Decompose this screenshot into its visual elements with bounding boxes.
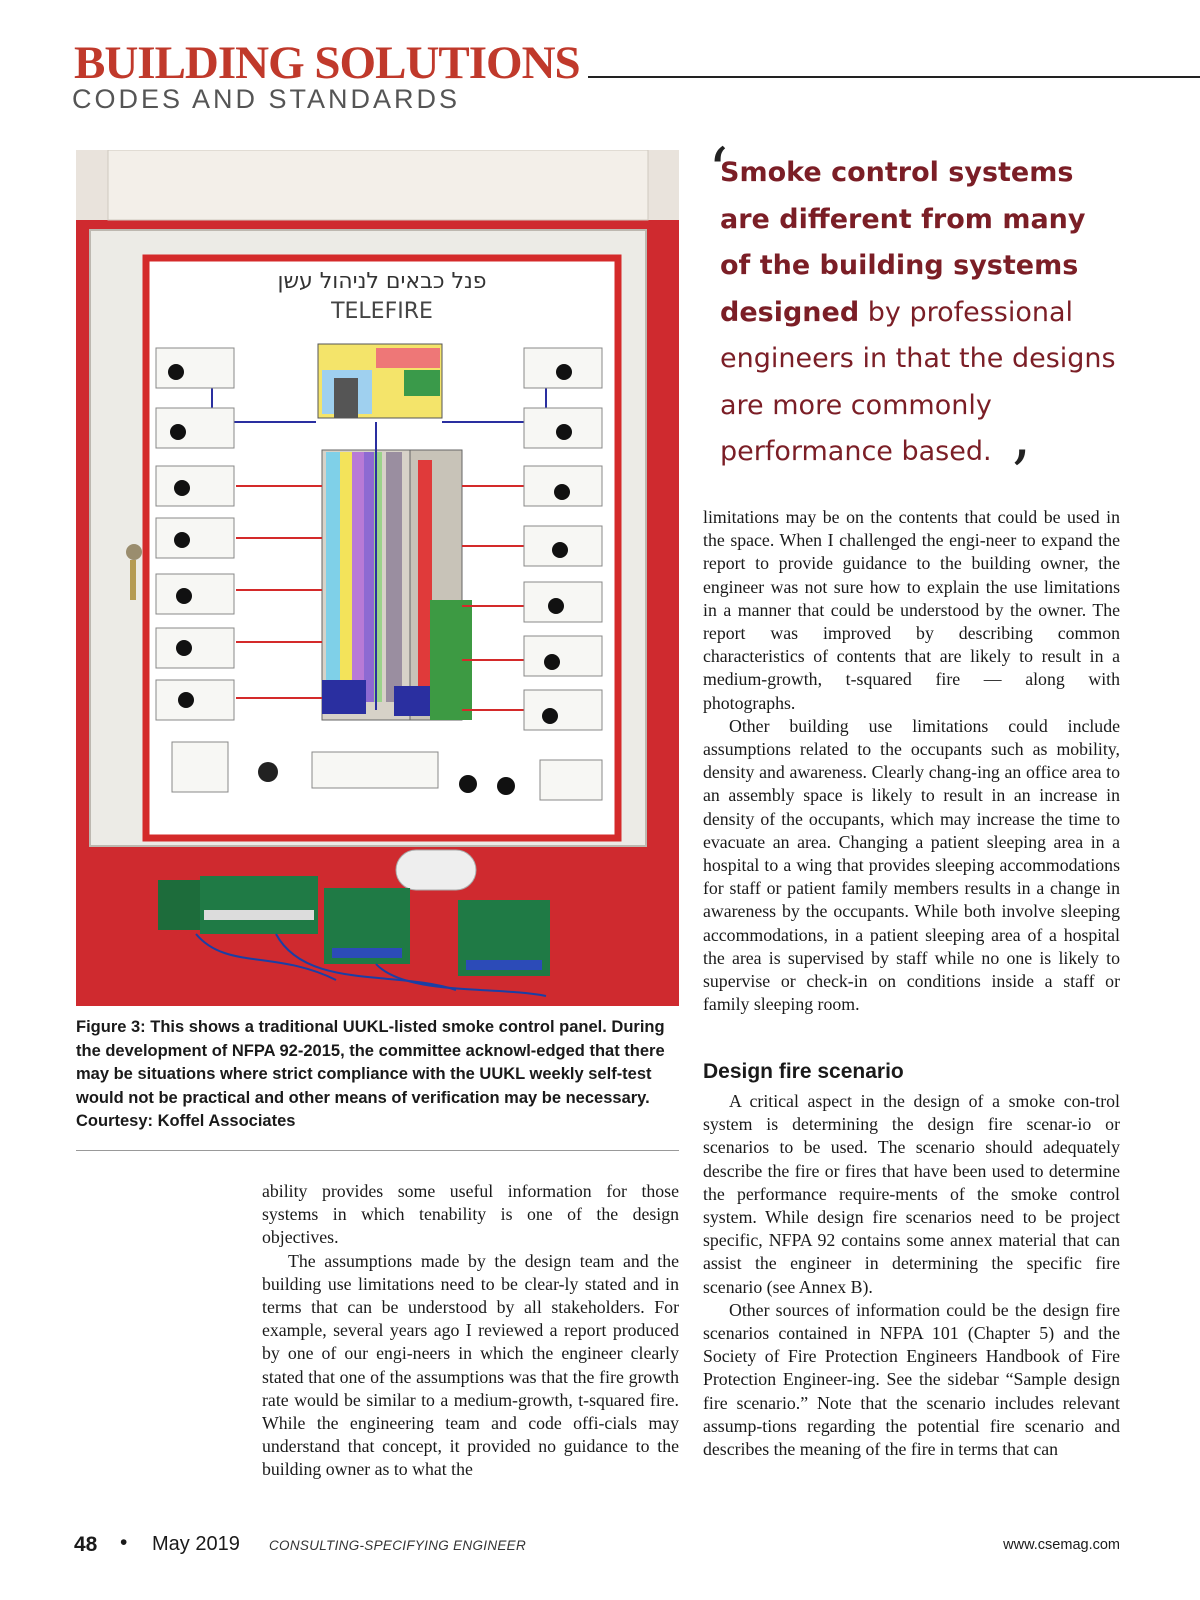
section-subtitle: CODES AND STANDARDS <box>72 84 461 114</box>
figure-caption: Figure 3: This shows a traditional UUKL-listed smoke control panel. During the development of NFPA 92-2015, the committee acknowl-edged that there may be situations where strict compliance with the UUKL weekly self-test would not be practical and other means of verification may be necessary. Courtesy: Koffel Associates <box>76 1018 665 1130</box>
title-rule <box>588 76 1200 78</box>
open-quote-mark: ‘ <box>708 135 729 209</box>
figure-photo <box>76 150 679 1006</box>
paragraph: ability provides some useful information for those systems in which tenability is one of the design objectives. <box>262 1181 679 1248</box>
close-quote-mark: ’ <box>1010 438 1031 512</box>
right-column-bottom <box>703 1090 1120 1461</box>
pull-quote-line-4 <box>720 290 1140 337</box>
paragraph: A critical aspect in the design of a smoke con-trol system is determining the design fire scenar-io or scenarios to be used. The scenario should adequately describe the fire or fires that have been used to determine the performance require-ments of the smoke control system. While design fire scenarios need to be project specific, NFPA 92 contains some annex material that can assist the engineer in determining the specific fire scenario (see Annex B). <box>703 1091 1120 1297</box>
section-heading: Design fire scenario <box>703 1060 904 1083</box>
pull-quote-emphasis: designed <box>720 296 860 328</box>
pull-quote-line-3: of the building systems <box>720 250 1079 281</box>
footer-bullet: • <box>120 1531 128 1554</box>
paragraph: The assumptions made by the design team and the building use limitations need to be clear-ly stated and in terms that can be understood by all stakeholders. For example, several years ago I reviewed a report produced by one of our engi-neers in which the engineer clearly stated that one of the assumptions was that the fire growth rate would be similar to a medium-growth, t-squared fire. While the engineering team and code offi-cials may understand that concept, it provided no guidance to the building owner as to what the <box>262 1250 679 1480</box>
issue-date: May 2019 <box>152 1533 240 1555</box>
paragraph: limitations may be on the contents that could be used in the space. When I challenged the engi-neer to expand the report to provide guidance to the building owner, the engineer was not sure how to explain the use limitations in a manner that could be understood by the owner. The report was improved by describing common characteristics of contents that are likely to result in a medium-growth, t-squared fire — along with photographs. <box>703 507 1120 713</box>
section-title: BUILDING SOLUTIONS <box>74 37 580 89</box>
paragraph: Other building use limitations could include assumptions related to the occupants such as mobility, density and awareness. Clearly chang-ing an office area to an assembly space is likely to result in an increase in density of the occupants, which may increase the time to evacuate an area. Changing a patient sleeping area in a hospital to a wing that provides sleeping accommodations for staff or patient family members results in a change in awareness by the occupants. While both involve sleeping accommodations, in a patient sleeping area of a hospital the area is supervised by staff while no one is likely to supervise or check-in on conditions inside a staff or family sleeping room. <box>703 715 1120 1015</box>
pull-quote-line-1: Smoke control systems <box>720 157 1074 188</box>
pull-quote-line-2: are different from many <box>720 203 1086 235</box>
paragraph: Other sources of information could be the design fire scenarios contained in NFPA 101 (Chapter 5) and the Society of Fire Protection Engineers Handbook of Fire Protection Engineer-ing. See the sidebar “Sample design fire scenario.” Note that the scenario includes relevant assump-tions regarding the potential fire scenario and describes the meaning of the fire in terms that can <box>703 1299 1120 1460</box>
caption-divider <box>76 1150 679 1151</box>
pull-quote-line-7: performance based. <box>720 436 992 467</box>
panel-brand-heading: TELEFIRE <box>331 299 433 324</box>
pull-quote-line-5: engineers in that the designs <box>720 343 1116 374</box>
pull-quote-line-4-rest: by professional <box>859 296 1074 328</box>
panel-hebrew-heading: פנל כבאים לניהול עשן <box>277 269 487 294</box>
page-number: 48 <box>74 1533 98 1556</box>
smoke-control-panel-illustration <box>76 150 679 1006</box>
website-link[interactable]: www.csemag.com <box>1003 1537 1120 1553</box>
right-column-top <box>703 506 1120 1016</box>
pull-quote-line-6: are more commonly <box>720 389 992 421</box>
left-column <box>262 1180 679 1482</box>
pull-quote <box>708 135 1140 512</box>
magazine-name: CONSULTING-SPECIFYING ENGINEER <box>269 1538 527 1553</box>
